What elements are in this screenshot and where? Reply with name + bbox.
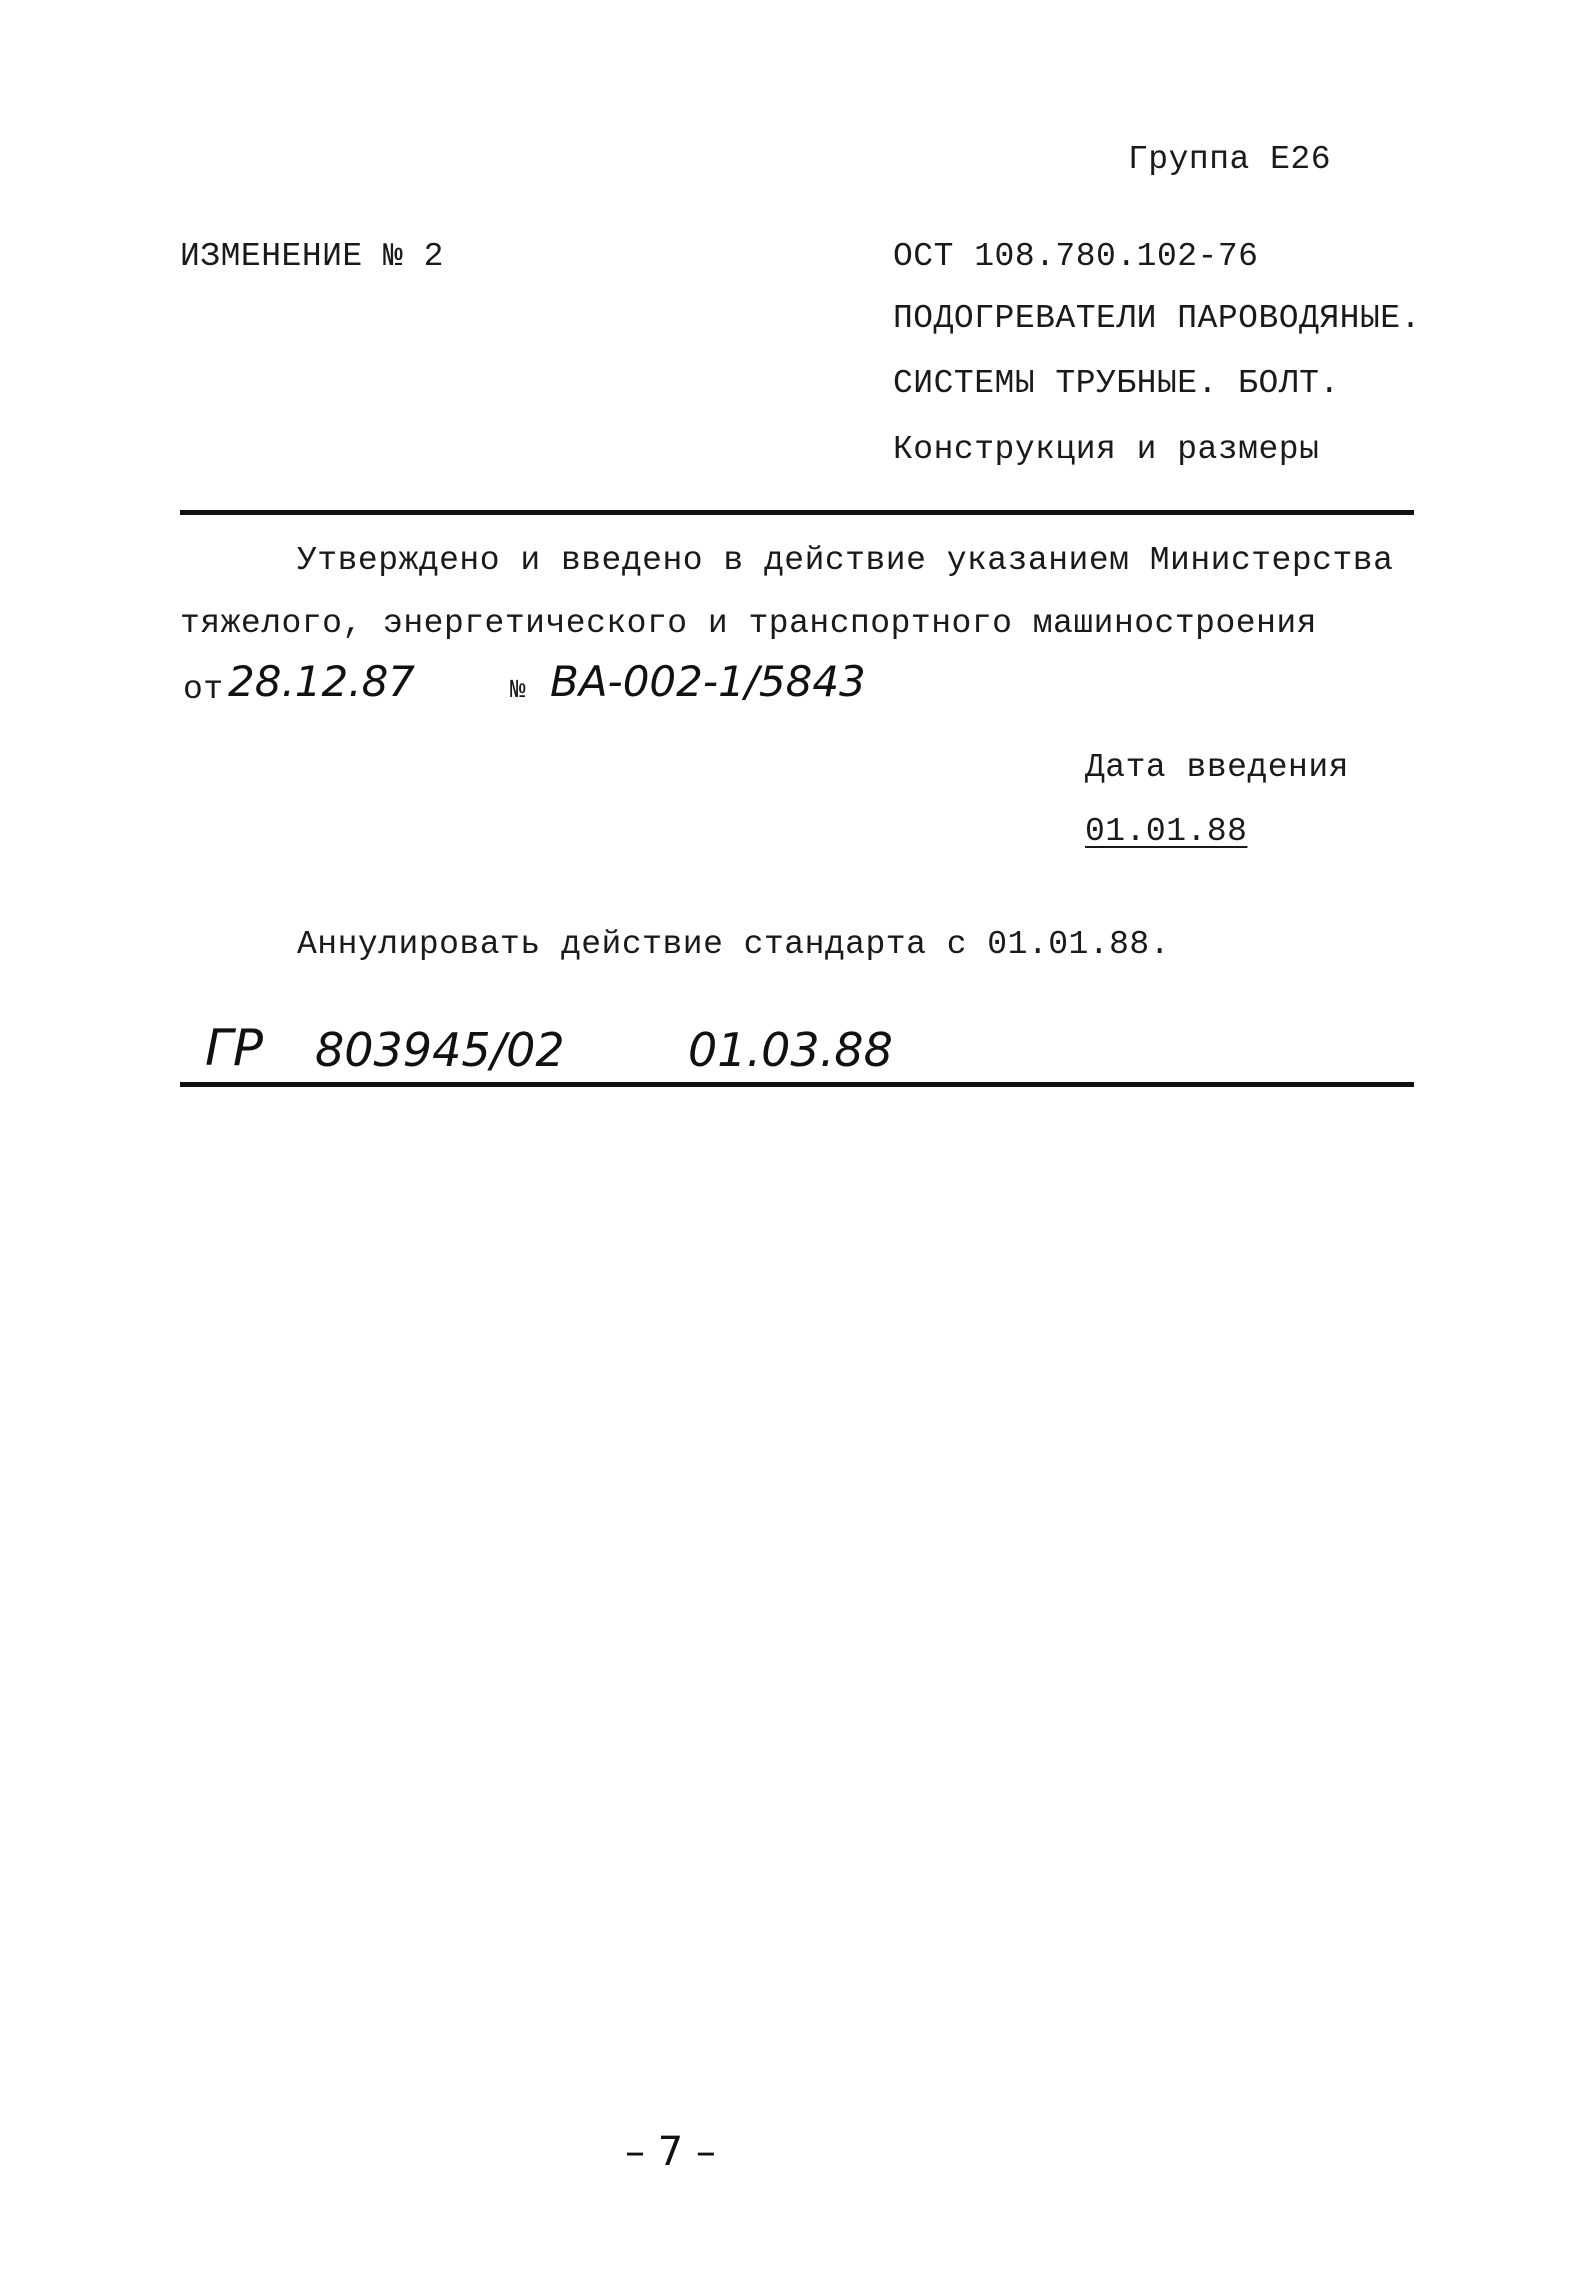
document-title-line2: СИСТЕМЫ ТРУБНЫЕ. БОЛТ. <box>893 365 1340 402</box>
registration-code: ГР <box>205 1019 264 1077</box>
approval-date-handwritten: 28.12.87 <box>228 657 416 706</box>
approval-number-prefix: № <box>510 675 527 705</box>
approval-number-handwritten: ВА-002-1/5843 <box>550 657 866 706</box>
registration-divider <box>180 1082 1414 1087</box>
introduction-date-label: Дата введения <box>1085 749 1349 786</box>
header-divider <box>180 510 1414 515</box>
page-number: – 7 – <box>625 2129 716 2175</box>
group-label: Группа Е26 <box>1128 141 1332 178</box>
approval-from-prefix: от <box>183 671 224 708</box>
approval-line1: Утверждено и введено в действие указанием Министерства <box>297 542 1394 579</box>
standard-number: ОСТ 108.780.102-76 <box>893 238 1259 275</box>
registration-number: 803945/02 <box>315 1023 565 1077</box>
registration-date: 01.03.88 <box>688 1023 893 1077</box>
approval-line2: тяжелого, энергетического и транспортного машиностроения <box>180 605 1317 642</box>
document-title-line3: Конструкция и размеры <box>893 431 1320 468</box>
annulment-text: Аннулировать действие стандарта с 01.01.88. <box>297 926 1171 963</box>
change-label: ИЗМЕНЕНИЕ № 2 <box>180 238 444 275</box>
document-title-line1: ПОДОГРЕВАТЕЛИ ПАРОВОДЯНЫЕ. <box>893 300 1421 337</box>
introduction-date: 01.01.88 <box>1085 813 1248 850</box>
